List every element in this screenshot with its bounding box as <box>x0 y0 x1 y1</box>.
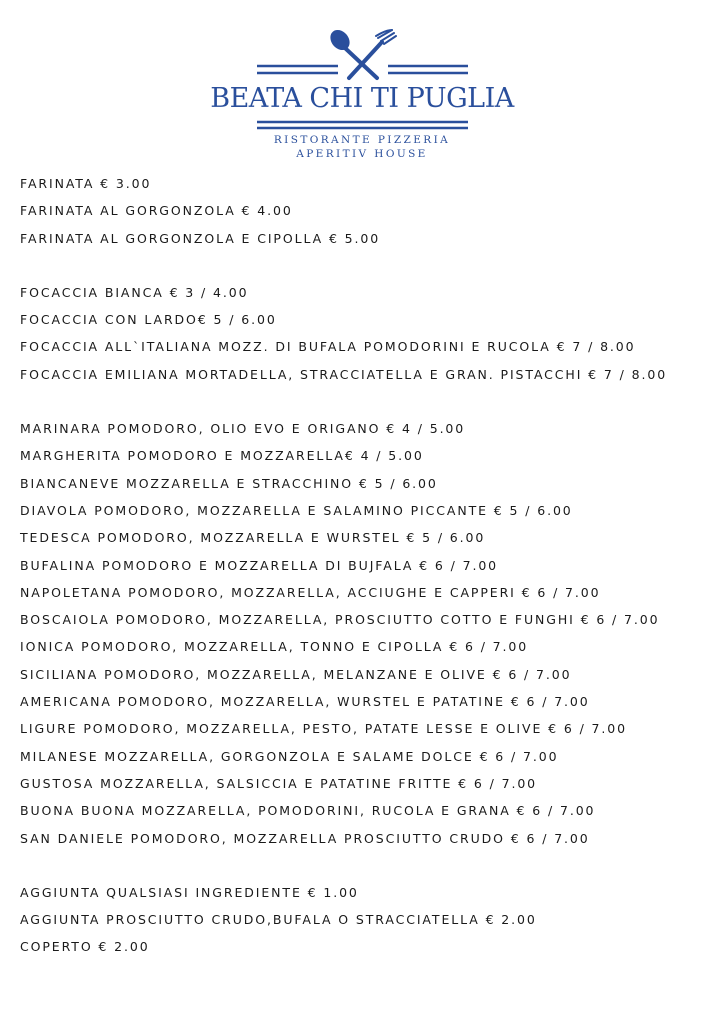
logo-stripes-bottom <box>257 122 468 128</box>
menu-header <box>0 0 724 170</box>
menu-item: BUONA BUONA MOZZARELLA, POMODORINI, RUCOLA E GRANA € 6 / 7.00 <box>20 803 596 819</box>
menu-item: MARGHERITA POMODORO E MOZZARELLA€ 4 / 5.00 <box>20 448 424 464</box>
restaurant-subtitle-line2: APERITIV HOUSE <box>296 148 428 160</box>
menu-section-pizze <box>20 415 720 852</box>
menu-item: TEDESCA POMODORO, MOZZARELLA E WURSTEL € 5 / 6.00 <box>20 530 486 546</box>
menu-item: MILANESE MOZZARELLA, GORGONZOLA E SALAME DOLCE € 6 / 7.00 <box>20 748 559 764</box>
menu-item: SAN DANIELE POMODORO, MOZZARELLA PROSCIUTTO CRUDO € 6 / 7.00 <box>20 830 590 846</box>
menu-item: FOCACCIA ALL`ITALIANA MOZZ. DI BUFALA POMODORINI E RUCOLA € 7 / 8.00 <box>20 339 636 355</box>
menu-section-focaccia <box>20 279 720 388</box>
menu-item: AGGIUNTA QUALSIASI INGREDIENTE € 1.00 <box>20 884 359 900</box>
menu-item: SICILIANA POMODORO, MOZZARELLA, MELANZANE E OLIVE € 6 / 7.00 <box>20 666 572 682</box>
menu-item: FOCACCIA BIANCA € 3 / 4.00 <box>20 284 249 300</box>
menu-item: BOSCAIOLA POMODORO, MOZZARELLA, PROSCIUTTO COTTO E FUNGHI € 6 / 7.00 <box>20 612 660 628</box>
crossed-spoon-fork-icon <box>326 26 396 78</box>
restaurant-name: BEATA CHI TI PUGLIA <box>210 83 514 114</box>
menu-item: FOCACCIA EMILIANA MORTADELLA, STRACCIATELLA E GRAN. PISTACCHI € 7 / 8.00 <box>20 366 668 382</box>
menu-item: LIGURE POMODORO, MOZZARELLA, PESTO, PATATE LESSE E OLIVE € 6 / 7.00 <box>20 721 627 737</box>
menu-section-extras <box>20 879 720 961</box>
menu-item: AGGIUNTA PROSCIUTTO CRUDO,BUFALA O STRACCIATELLA € 2.00 <box>20 912 537 928</box>
menu-item: BUFALINA POMODORO E MOZZARELLA DI BUJFALA € 6 / 7.00 <box>20 557 499 573</box>
menu-item: COPERTO € 2.00 <box>20 939 150 955</box>
menu-item: MARINARA POMODORO, OLIO EVO E ORIGANO € 4 / 5.00 <box>20 421 466 437</box>
menu-item: FARINATA € 3.00 <box>20 176 152 191</box>
menu-item: FARINATA AL GORGONZOLA € 4.00 <box>20 203 293 219</box>
menu-section-farinata <box>20 170 720 252</box>
restaurant-subtitle-line1: RISTORANTE PIZZERIA <box>273 134 451 146</box>
menu-item: IONICA POMODORO, MOZZARELLA, TONNO E CIPOLLA € 6 / 7.00 <box>20 639 529 655</box>
menu-item: FARINATA AL GORGONZOLA E CIPOLLA € 5.00 <box>20 230 381 246</box>
menu-list <box>20 170 720 988</box>
menu-item: GUSTOSA MOZZARELLA, SALSICCIA E PATATINE FRITTE € 6 / 7.00 <box>20 775 538 791</box>
menu-item: BIANCANEVE MOZZARELLA E STRACCHINO € 5 / 6.00 <box>20 475 438 491</box>
menu-item: DIAVOLA POMODORO, MOZZARELLA E SALAMINO PICCANTE € 5 / 6.00 <box>20 502 573 518</box>
menu-item: FOCACCIA CON LARDO€ 5 / 6.00 <box>20 312 277 328</box>
menu-item: NAPOLETANA POMODORO, MOZZARELLA, ACCIUGHE E CAPPERI € 6 / 7.00 <box>20 584 601 600</box>
menu-item: AMERICANA POMODORO, MOZZARELLA, WURSTEL E PATATINE € 6 / 7.00 <box>20 694 590 710</box>
